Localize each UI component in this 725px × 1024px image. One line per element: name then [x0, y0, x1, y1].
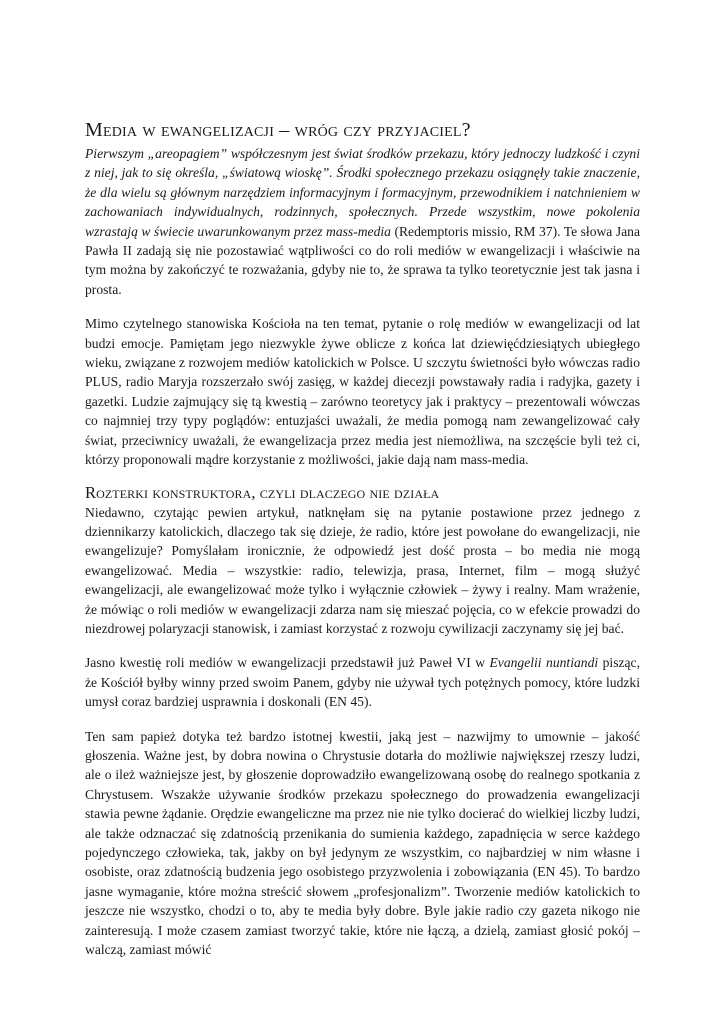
paragraph-3: Niedawno, czytając pewien artykuł, natknęłam się na pytanie postawione przez jednego z dziennikarzy katolickich, dlaczego tak się dzieje, że radio, które jest powołane do ewangelizacji, nie ewangelizuje? Pomyślałam ironicznie, że odpowiedź jest dość prosta – bo media nie mogą ewangelizować. Media – wszystkie: radio, telewizja, prasa, Internet, film – mogą służyć ewangelizacji, ale ewangelizować może tylko i wyłącznie człowiek – żywy i realny. Mam wrażenie, że mówiąc o roli mediów w ewangelizacji zdarza nam się mieszać pojęcia, co w efekcie prowadzi do niezdrowej polaryzacji stanowisk, i zamiast korzystać z rozwoju cywilizacji zaczynamy się jej bać. [85, 504, 640, 636]
paragraph-4 [85, 653, 640, 711]
section-heading: Rozterki konstruktora, czyli dlaczego nie działa [85, 482, 440, 502]
paragraph-2: Mimo czytelnego stanowiska Kościoła na ten temat, pytanie o rolę mediów w ewangelizacji od lat budzi emocje. Pamiętam jego niezwykle żywe oblicze z końca lat dziewięćdziesiątych ubiegłego wieku, związane z rozwojem mediów katolickich w Polsce. U szczytu świetności było wówczas radio PLUS, radio Maryja rozszerzało swój zasięg, w każdej diecezji powstawały radia i radyjka, gazety i gazetki. Ludzie zajmujący się tą kwestią – zarówno teoretycy jak i praktycy – prezentowali wówczas co najmniej trzy typy poglądów: entuzjaści uważali, że media pomogą nam zewangelizować cały świat, przeciwnicy uważali, że ewangelizacja przez media jest niemożliwa, na szczęście byli też ci, którzy proponowali mądre korzystanie z możliwości, jakie dają nam mass-media. [85, 316, 640, 468]
intro-paragraph [85, 144, 640, 299]
article-title: Media w ewangelizacji – wróg czy przyjaciel? [85, 119, 471, 141]
document-title-evangelii: Evangelii nuntiandi [489, 655, 599, 671]
quote-source: (Redemptoris missio, RM 37). [390, 223, 561, 239]
paragraph-4-before: Jasno kwestię roli mediów w ewangelizacji przedstawił już Paweł VI w [85, 655, 490, 671]
intro-commentary: Te słowa Jana Pawła II zadają się nie pozostawiać wątpliwości co do roli mediów w ewangelizacji i właściwie na tym można by zakończyć te rozważania, gdyby nie to, że sprawa ta tylko teoretycznie jest tak jasna i prosta. [85, 223, 640, 297]
paragraph-5: Ten sam papież dotyka też bardzo istotnej kwestii, jaką jest – nazwijmy to umownie – jakość głoszenia. Ważne jest, by dobra nowina o Chrystusie dotarła do możliwie największej rzeszy ludzi, ale o ileż ważniejsze jest, by głoszenie doprowadziło ewangelizowaną osobę do realnego spotkania z Chrystusem. Wszakże używanie środków przekazu społecznego do prowadzenia ewangelizacji stawia pewne żądanie. Orędzie ewangeliczne ma przez nie nie tylko docierać do wielkiej liczby ludzi, ale także odznaczać się zdatnością przenikania do sumienia każdego, zapadnięcia w serce każdego pojedynczego człowieka, tak, jakby on był jedynym ze wszystkim, co najbardziej w nim własne i osobiste, oraz zdatnością budzenia jego osobistego przyzwolenia i zobowiązania (EN 45). To bardzo jasne wymaganie, które można streścić słowem „profesjonalizm”. Tworzenie mediów katolickich to jeszcze nie wszystko, chodzi o to, aby te media były dobre. Byle jakie radio czy gazeta nikogo nie zainteresują. I może czasem zamiast tworzyć takie, które nie łączą, a dzielą, zamiast głosić pokój – walczą, zamiast mówić [85, 728, 640, 958]
encyclical-quote: Pierwszym „areopagiem” współczesnym jest świat środków przekazu, który jednoczy ludzkość i czyni z niej, jak to się określa, „światową wioskę”. Środki społecznego przekazu osiągnęły takie znaczenie, że dla wielu są głównym narzędziem informacyjnym i formacyjnym, przewodnikiem i natchnieniem w zachowaniach indywidualnych, rodzinnych, społecznych. Przede wszystkim, nowe pokolenia wzrastają w świecie uwarunkowanym przez mass-media [85, 146, 640, 239]
paragraph-4-after: pisząc, że Kościół byłby winny przed swoim Panem, gdyby nie używał tych potężnych pomocy, które ludzki umysł coraz bardziej usprawnia i doskonali (EN 45). [85, 655, 640, 710]
